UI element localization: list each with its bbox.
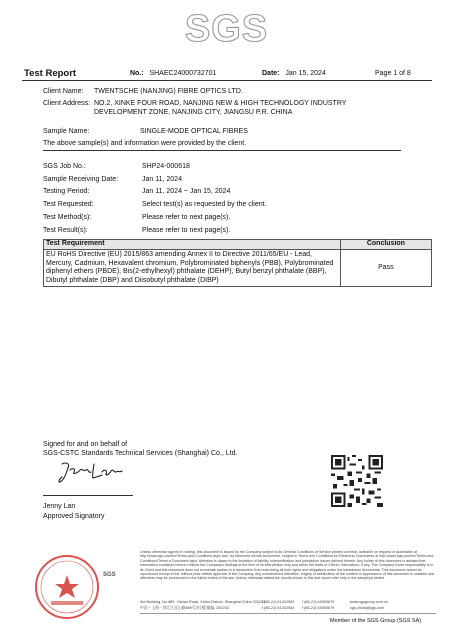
signing-company: SGS-CSTC Standards Technical Services (Shanghai) Co., Ltd. <box>43 450 238 457</box>
terms-fine-print: Unless otherwise agreed in writing, this document is issued by the Company subject to its General Conditions of Service printed overleaf, available on request or accessible at http://www.sgs.com/en/Terms-and-Conditions.aspx and, for electronic format documents, subject to Terms and Conditions for Electronic Documents at http://www.sgs.com/en/Terms-and-Conditions/Terms-e-Document.aspx. Attention is drawn to the limitation of liability, indemnification and jurisdiction issues defined therein. Any holder of this document is advised that information contained hereon reflects the Company's findings at the time of its intervention only and within the limits of Client's instructions, if any. The Company's sole responsibility is to its Client and this document does not exonerate parties to a transaction from exercising all their rights and obligations under the transaction documents. This document cannot be reproduced except in full, without prior written approval of the Company. Any unauthorized alteration, forgery or falsification of the content or appearance of this document is unlawful and offenders may be prosecuted to the fullest extent of the law. Unless otherwise stated the results shown in this test report refer only to the sample(s) tested. <box>140 550 435 581</box>
conclusion-cell: Pass <box>340 250 431 287</box>
qr-caption <box>325 508 326 514</box>
header-divider <box>22 80 432 81</box>
footer-divider <box>140 613 436 614</box>
report-date-label: Date: <box>262 70 280 77</box>
testing-period-value: Jan 11, 2024 ~ Jan 15, 2024 <box>142 188 231 195</box>
job-no-value: SHP24-000618 <box>142 163 190 170</box>
test-requested-label: Test Requested: <box>43 201 94 208</box>
address-chinese: 中国・上海・徐汇区宜山路889号3号楼 邮编: 200233 <box>140 606 229 610</box>
table-row <box>44 250 432 287</box>
report-title: Test Report <box>24 68 77 79</box>
receiving-date-value: Jan 11, 2024 <box>142 176 182 183</box>
test-result-value: Please refer to next page(s). <box>142 227 231 234</box>
signatory-title: Approved Signatory <box>43 513 105 520</box>
table-header-row <box>44 240 432 250</box>
test-requirement-table <box>43 239 432 287</box>
fax-1: f (86-21) 64953679 <box>302 600 335 604</box>
test-result-label: Test Result(s): <box>43 227 88 234</box>
email: sgs.china@sgs.com <box>350 606 385 610</box>
sample-name-label: Sample Name: <box>43 128 90 135</box>
testing-period-label: Testing Period: <box>43 188 90 195</box>
client-address-line1: NO.2, XINKE FOUR ROAD, NANJING NEW & HIGH TECHNOLOGY INDUSTRY <box>94 100 347 107</box>
client-address-label: Client Address: <box>43 100 91 107</box>
address-english: 3rd Building, No.889, Yishan Road, Xuhui District, Shanghai China 200233 <box>140 600 266 604</box>
client-name-label: Client Name: <box>43 88 84 95</box>
sample-name-value: SINGLE-MODE OPTICAL FIBRES <box>140 128 248 135</box>
receiving-date-label: Sample Receiving Date: <box>43 176 119 183</box>
company-seal-icon <box>33 553 101 621</box>
signed-on-behalf-label: Signed for and on behalf of <box>43 441 128 448</box>
handwritten-signature <box>56 458 126 486</box>
telephone-2: t (86-21) 61402553 <box>262 606 295 610</box>
requirement-cell: EU RoHS Directive (EU) 2015/863 amending Annex II to Directive 2011/65/EU - Lead, Mercury, Cadmium, Hexavalent chromium, Polybrominated biphenyls (PBB), Polybrominated diphenyl ethers (PBDE), Bis(2-ethylhexyl) phthalate (DEHP), Butyl benzyl phthalate (BBP), Dibutyl phthalate (DBP) and Diisobutyl phthalate (DIBP) <box>44 250 341 287</box>
website: www.sgsgroup.com.cn <box>350 600 388 604</box>
report-number-value: SHAEC24000732701 <box>149 70 217 77</box>
report-number <box>130 69 216 78</box>
test-method-label: Test Method(s): <box>43 214 92 221</box>
client-name-value: TWENTSCHE (NANJING) FIBRE OPTICS LTD. <box>94 88 243 95</box>
report-number-label: No.: <box>130 70 144 77</box>
report-date <box>262 69 326 78</box>
footer-sgs-logo: SGS <box>103 572 116 578</box>
test-method-value: Please refer to next page(s). <box>142 214 231 221</box>
signature-line <box>43 495 133 496</box>
fax-2: f (86-21) 64953679 <box>302 606 335 610</box>
telephone-1: t (86-21) 61402553 <box>262 600 295 604</box>
client-address-line2: DEVELOPMENT ZONE, NANJING CITY, JIANGSU P.R. CHINA <box>94 109 293 116</box>
qr-code-icon <box>331 455 383 507</box>
sample-divider <box>43 150 401 151</box>
job-no-label: SGS Job No.: <box>43 163 86 170</box>
signatory-name: Jenny Lan <box>43 503 76 510</box>
sample-provided-note: The above sample(s) and information were provided by the client. <box>43 140 247 147</box>
sgs-logo: SGS <box>184 8 269 50</box>
member-of-group: Member of the SGS Group (SGS SA) <box>330 618 422 624</box>
page-indicator: Page 1 of 8 <box>375 70 411 77</box>
col-test-requirement: Test Requirement <box>44 240 341 250</box>
col-conclusion: Conclusion <box>340 240 431 250</box>
test-requested-value: Select test(s) as requested by the client. <box>142 201 267 208</box>
report-date-value: Jan 15, 2024 <box>285 70 326 77</box>
